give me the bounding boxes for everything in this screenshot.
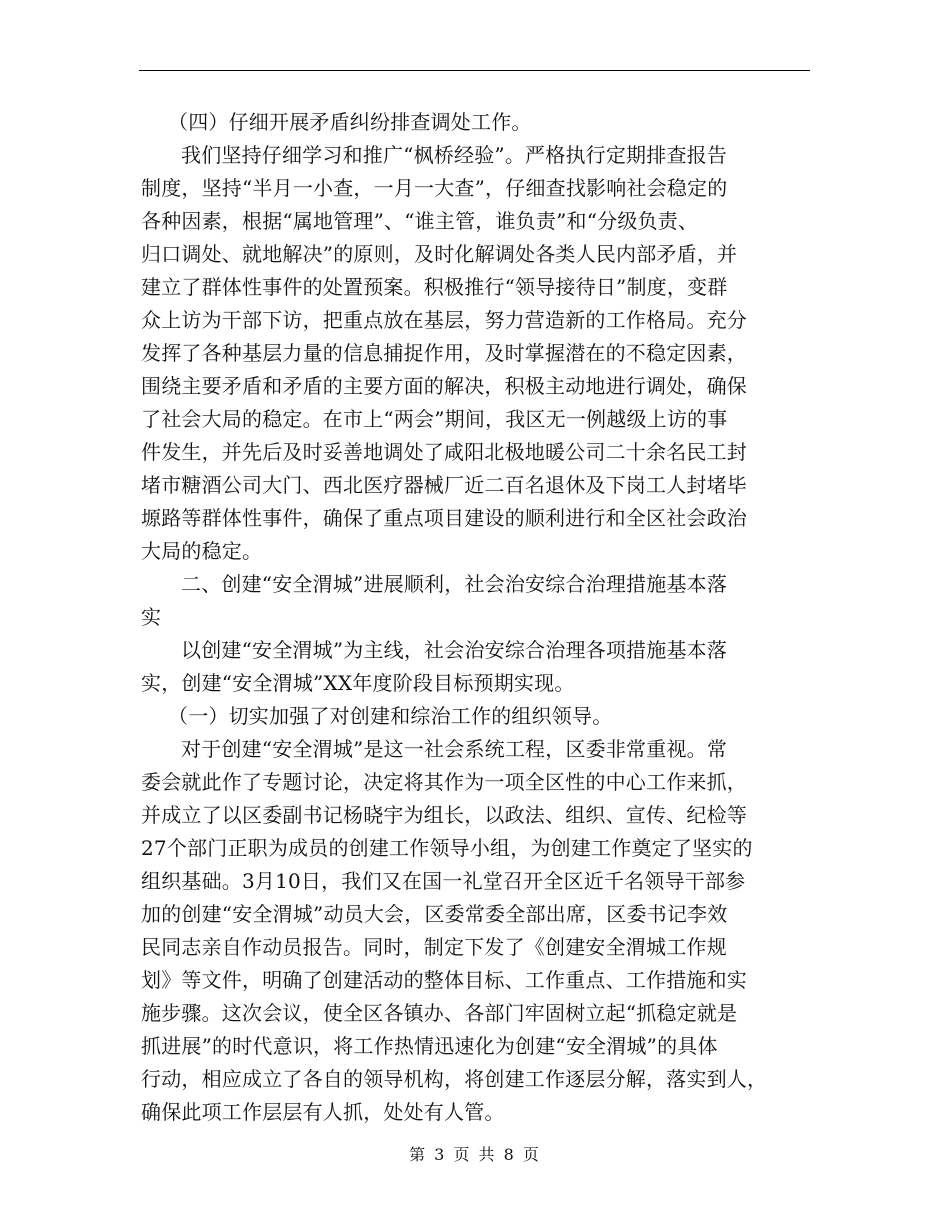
subheading-1: （一）切实加强了对创建和综治工作的组织领导。 [168,704,613,728]
paragraph-line: 实，创建“安全渭城”XX年度阶段目标预期实现。 [141,671,575,695]
paragraph-line: 确保此项工作层层有人抓，处处有人管。 [141,1100,505,1124]
paragraph-line: 围绕主要矛盾和矛盾的主要方面的解决，积极主动地进行调处，确保 [141,374,747,398]
paragraph-line: 建立了群体性事件的处置预案。积极推行“领导接待日”制度，变群 [141,275,728,299]
section-heading-2: 二、创建“安全渭城”进展顺利，社会治安综合治理措施基本落 [181,572,728,596]
paragraph-line: 加的创建“安全渭城”动员大会，区委常委全部出席，区委书记李效 [141,902,728,926]
paragraph-line: 塬路等群体性事件，确保了重点项目建设的顺利进行和全区社会政治 [141,506,747,530]
paragraph-line: 我们坚持仔细学习和推广“枫桥经验”。严格执行定期排查报告 [181,143,728,167]
subheading-4: （四）仔细开展矛盾纠纷排查调处工作。 [168,110,532,134]
document-body [141,106,813,1129]
paragraph-line: 各种因素，根据“属地管理”、“谁主管，谁负责”和“分级负责、 [141,209,699,233]
paragraph-line: 并成立了以区委副书记杨晓宇为组长，以政法、组织、宣传、纪检等 [141,803,747,827]
page-number-footer: 第 3 页 共 8 页 [409,1145,541,1164]
paragraph-line: 施步骤。这次会议，使全区各镇办、各部门牢固树立起“抓稳定就是 [141,1001,738,1025]
paragraph-line: 归口调处、就地解决”的原则，及时化解调处各类人民内部矛盾，并 [141,242,738,266]
paragraph-line: 大局的稳定。 [141,539,263,563]
paragraph-line: 众上访为干部下访，把重点放在基层，努力营造新的工作格局。充分 [141,308,747,332]
paragraph-line: 对于创建“安全渭城”是这一社会系统工程，区委非常重视。常 [181,737,728,761]
paragraph-line: 以创建“安全渭城”为主线，社会治安综合治理各项措施基本落 [181,638,728,662]
paragraph-line: 堵市糖酒公司大门、西北医疗器械厂近二百名退休及下岗工人封堵毕 [141,473,747,497]
header-rule [139,70,810,71]
paragraph-line: 了社会大局的稳定。在市上“两会”期间，我区无一例越级上访的事 [141,407,728,431]
paragraph-line: 抓进展”的时代意识，将工作热情迅速化为创建“安全渭城”的具体 [141,1034,718,1058]
section-heading-2-cont: 实 [141,605,162,629]
paragraph-line: 件发生，并先后及时妥善地调处了咸阳北极地暖公司二十余名民工封 [141,440,747,464]
paragraph-line: 制度，坚持“半月一小查，一月一大查”，仔细查找影响社会稳定的 [141,176,728,200]
paragraph-line: 行动，相应成立了各自的领导机构，将创建工作逐层分解，落实到人， [141,1067,768,1091]
paragraph-line: 民同志亲自作动员报告。同时，制定下发了《创建安全渭城工作规 [141,935,727,959]
paragraph-line: 委会就此作了专题讨论，决定将其作为一项全区性的中心工作来抓， [141,770,747,794]
paragraph-line: 划》等文件，明确了创建活动的整体目标、工作重点、工作措施和实 [141,968,747,992]
paragraph-line: 组织基础。3月10日，我们又在国一礼堂召开全区近千名领导干部参 [141,869,746,893]
paragraph-line: 27个部门正职为成员的创建工作领导小组，为创建工作奠定了坚实的 [141,836,753,860]
paragraph-line: 发挥了各种基层力量的信息捕捉作用，及时掌握潜在的不稳定因素， [141,341,747,365]
